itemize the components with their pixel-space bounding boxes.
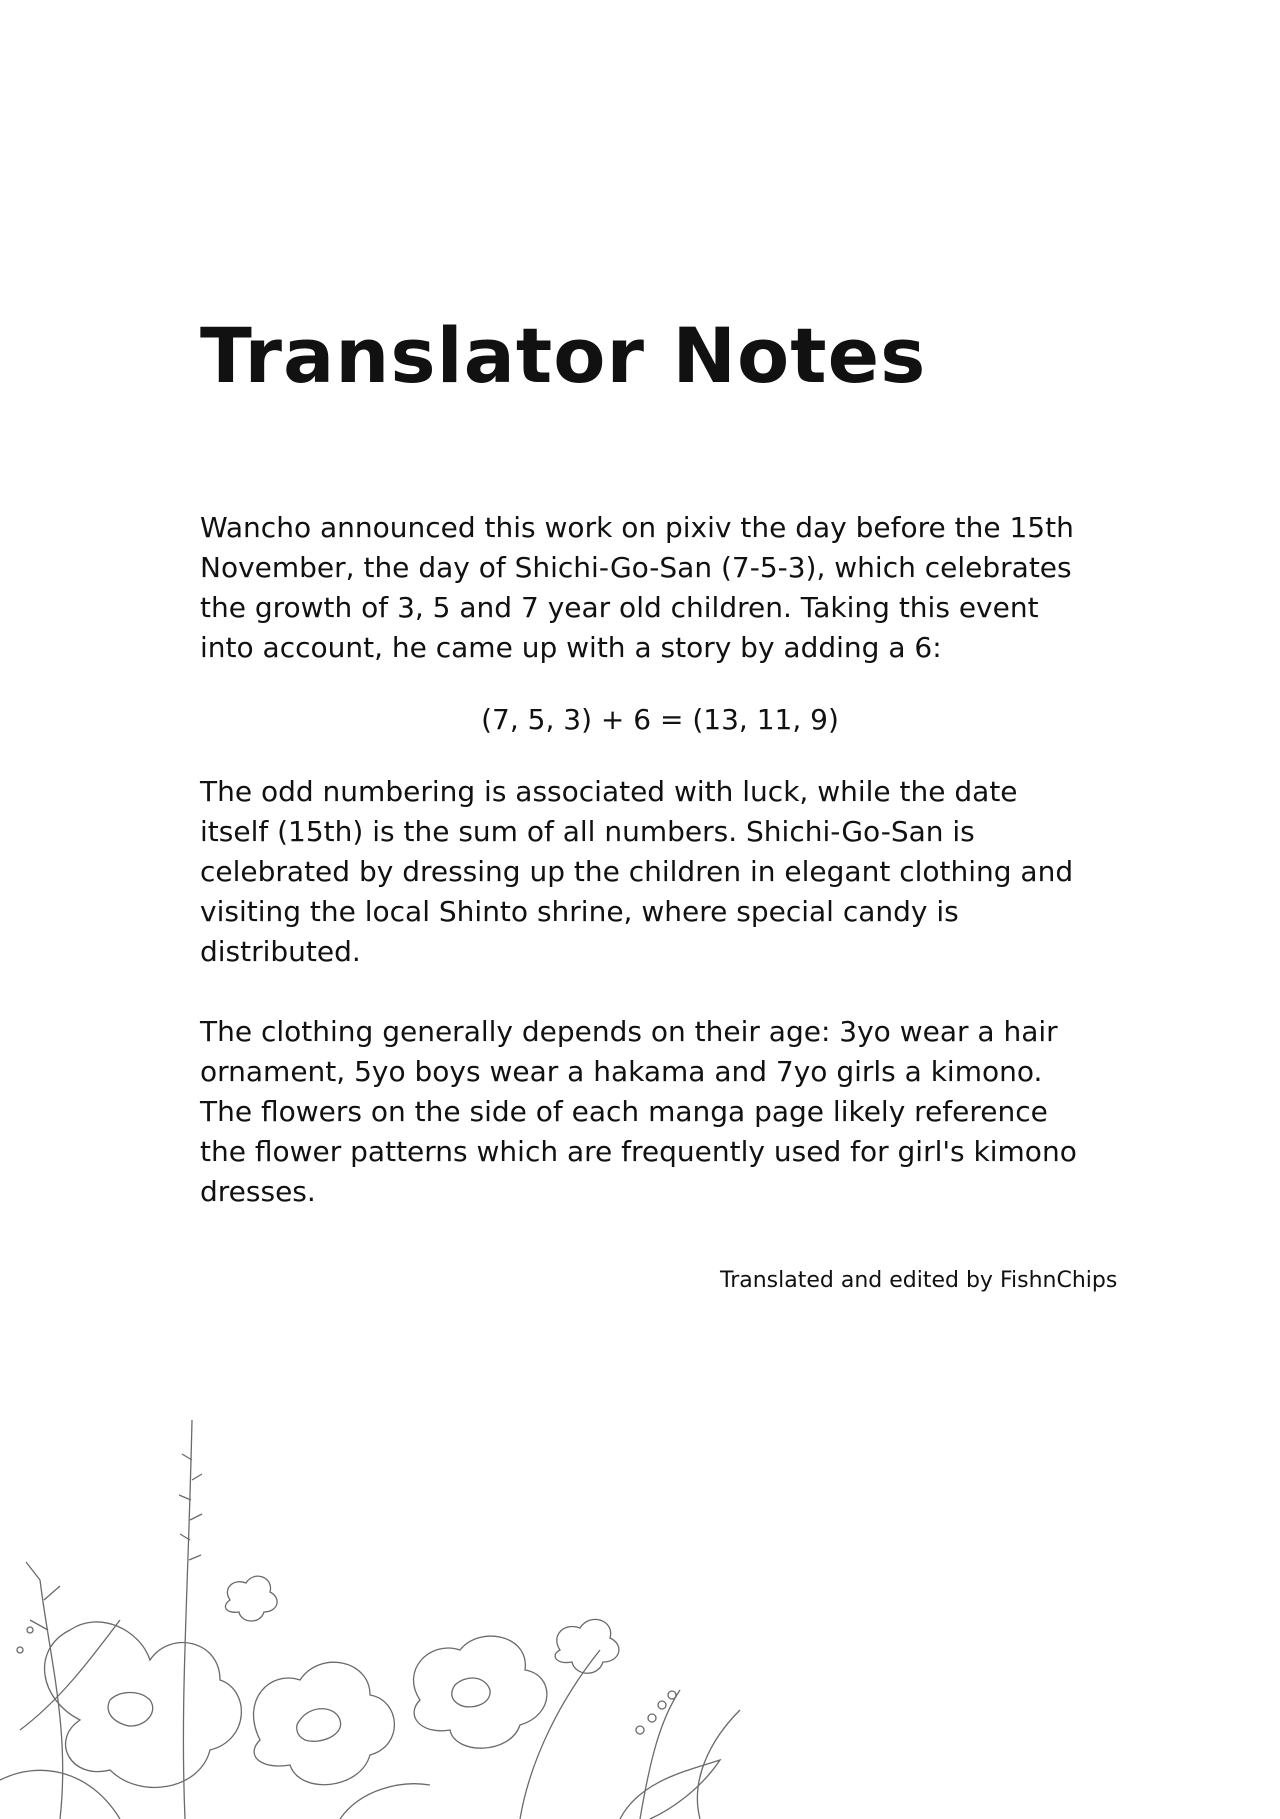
notes-body — [200, 508, 1080, 1212]
page-title: Translator Notes — [200, 311, 927, 400]
note-paragraph-1: Wancho announced this work on pixiv the day before the 15th November, the day of Shichi-Go-San (7-5-3), which celebrates the growth of 3, 5 and 7 year old children. Taking this event into account, he came up with a story by adding a 6: — [200, 511, 1074, 664]
flower-illustration — [0, 1400, 760, 1819]
translator-credit: Translated and edited by FishnChips — [720, 1268, 1118, 1293]
note-paragraph-2: The odd numbering is associated with luck, while the date itself (15th) is the sum of all numbers. Shichi-Go-San is celebrated by dressing up the children in elegant clothing and visiting the local Shinto shrine, where special candy is distributed. — [200, 775, 1074, 968]
equation: (7, 5, 3) + 6 = (13, 11, 9) — [481, 703, 839, 736]
note-paragraph-3: The clothing generally depends on their age: 3yo wear a hair ornament, 5yo boys wear a hakama and 7yo girls a kimono. The flowers on the side of each manga page likely reference the flower patterns which are frequently used for girl's kimono dresses. — [200, 1015, 1077, 1208]
